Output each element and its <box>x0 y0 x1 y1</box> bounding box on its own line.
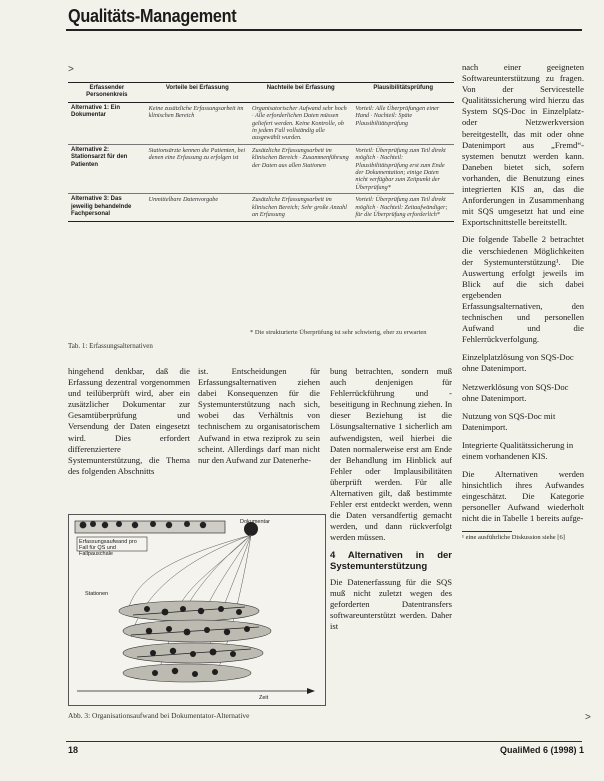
alternatives-list <box>462 352 584 462</box>
paragraph: Die Alternativen werden hinsichtlich ihres Aufwandes eingeschätzt. Die Kategorie personeller Aufwand wiederholt nicht die in Tabelle 1 bereits aufge- <box>462 469 584 524</box>
paragraph: Die folgende Tabelle 2 betrachtet die verschiedenen Möglichkeiten der Systemunterstützung¹. Die Auswertung erfolgt jeweils im Blick auf die sich dabei ergebenden Erfassungsalternativen, den technischen und personellen Aufwand und die Fehlerrückverfolgung. <box>462 234 584 345</box>
margin-marker: > <box>68 64 74 75</box>
table-cell-con: Zusätzliche Erfassungsarbeit im klinischen Bereich; Sehr große Anzahl an Erfassung <box>252 196 347 219</box>
table-cell-alternative: Alternative 2: Stationsarzt für den Patienten <box>71 146 128 168</box>
text-column-2 <box>198 366 320 466</box>
table-cell-check: Vorteil: Überprüfung zum Teil direkt möglich · Nachteil: Zeitaufwändiger; für die Überprüfung erforderlich* <box>355 196 448 219</box>
table-cell-check: Vorteil: Überprüfung zum Teil direkt möglich · Nachteil: Plausibilitätsprüfung erst zum Ende der Dokumentation; einige Daten nicht verfügbar zum Zeitpunkt der Überprüfung* <box>355 146 446 191</box>
figure-label-stations: Stationen <box>85 591 109 597</box>
table-cell-alternative: Alternative 1: Ein Dokumentar <box>71 104 121 119</box>
alternatives-table <box>68 82 454 222</box>
footnote: ¹ eine ausführliche Diskussion siehe [6] <box>462 534 565 542</box>
table-cell-pro: Stationsärzte kennen die Patienten, bei denen eine Erfassung zu erfolgen ist <box>148 146 246 162</box>
table-row <box>68 144 454 193</box>
figure-label-effort-box: Erfassungsaufwand pro Fall für QS und Fallpauschale <box>79 539 137 557</box>
margin-marker-right: > <box>585 712 591 723</box>
text-column-1 <box>68 366 190 477</box>
figure-label-time-axis: Zeit <box>259 695 269 701</box>
table-row <box>68 102 454 144</box>
paragraph: hingehend denkbar, daß die Erfassung dezentral vorgenommen und teilüberprüft wird, aber ein zusätzlicher Dokumentar zur Gesamtüberprüfung und Versendung der Daten eingesetzt wird. Dies erfordert differenziertere Systemunterstützung, die Thema des folgenden Abschnitts <box>68 366 190 476</box>
header-rule <box>66 29 582 31</box>
table-header-cell: Erfassender Personenkreis <box>86 85 128 99</box>
table-cell-pro: Unmittelbare Datenvorgabe <box>148 196 219 204</box>
text-column-right <box>462 62 584 542</box>
list-item: Nutzung von SQS-Doc mit Datenimport. <box>462 410 556 432</box>
table-header-row <box>68 83 454 103</box>
table-caption: Tab. 1: Erfassungsalternativen <box>68 342 153 350</box>
table-header-cell: Nachteile bei Erfassung <box>266 85 335 91</box>
figure-caption: Abb. 3: Organisationsaufwand bei Dokumentator-Alternative <box>68 711 250 720</box>
paragraph: Die Datenerfassung für die SQS muß nicht zuletzt wegen des geforderten Datentransfers softwareunterstützt werden. Daher ist <box>330 576 452 631</box>
table-footnote: * Die strukturierte Überprüfung ist sehr schwierig, eher zu erwarten <box>250 329 427 336</box>
list-item: Netzwerklösung von SQS-Doc ohne Datenimport. <box>462 381 569 403</box>
table-row <box>68 194 454 221</box>
list-item: Integrierte Qualitätssicherung in einem vorhandenen KIS. <box>462 439 574 461</box>
page-number: 18 <box>68 745 79 755</box>
footer-rule <box>66 741 582 742</box>
table-header-cell: Plausibilitätsprüfung <box>373 85 434 91</box>
paragraph: ist. Entscheidungen für Erfassungsalternativen ziehen dabei Konsequenzen für die Systemunterstützung nach sich, wobei das Verhältnis von technischem zu organisatorischem Aufwand in etwa reziprok zu sein scheint. Allerdings darf man nicht nur den Aufwand zur Datenerhe- <box>198 366 320 465</box>
footnote-rule <box>462 531 512 532</box>
paragraph: nach einer geeigneten Softwareunterstützung zu fragen. Von der Servicestelle Qualitätssicherung wird hierzu das System SQS-Doc in Einzelplatz- oder Netzwerkversion bereitgestellt, das mit oder ohne Datenimport aus „Fremd“-systemen benutzt werden kann. Daneben bietet sich, sofern vorhanden, die Benutzung eines integrierten KIS an, das die Anforderungen in Zusammenhang mit SQS umgesetzt hat und eine Exportschnittstelle bereitstellt. <box>462 62 584 228</box>
list-item: Einzelplatzlösung von SQS-Doc ohne Datenimport. <box>462 352 574 374</box>
figure-label-dokumentar: Dokumentar <box>240 519 270 525</box>
table-cell-con: Zusätzliche Erfassungsarbeit im klinischen Bereich · Zusammenführung der Daten aus allen Stationen <box>252 146 349 169</box>
table-cell-pro: Keine zusätzliche Erfassungsarbeit im klinischen Bereich <box>148 104 244 120</box>
section-heading: 4 Alternativen in der Systemunterstützung <box>330 549 452 572</box>
table-cell-con: Organisatorischer Aufwand sehr hoch · Alle erforderlichen Daten müssen geliefert werden. Keine Kontrolle, ob in jedem Fall vollständig alle ausgewählt wurden. <box>252 104 347 142</box>
table-header-cell: Vorteile bei Erfassung <box>165 85 229 91</box>
page-header-title: Qualitäts-Management <box>68 6 237 26</box>
table-cell-check: Vorteil: Alle Überprüfungen einer Hand · Nachteil: Späte Plausibilitätsprüfung <box>355 104 440 127</box>
paragraph: bung betrachten, sondern muß auch denjenigen für Fehlerrückführung und -beseitigung in Rechnung ziehen. In dieser Beziehung ist die Lösungsalternative 1 sicherlich am aufwendigsten, weil hierbei die Daten normalerweise erst am Ende der Behandlung im Hinblick auf Fehler oder Implausibilitäten überprüft werden. Für alle Alternativen gilt, daß bestimmte Fehler erst entdeckt werden, wenn die Daten versandfertig gemacht werden, und dann rückverfolgt werden müssen. <box>330 366 452 543</box>
journal-reference: QualiMed 6 (1998) 1 <box>499 745 584 755</box>
figure-organisation-effort <box>68 514 326 706</box>
text-column-3 <box>330 366 452 632</box>
table-cell-alternative: Alternative 3: Das jeweilig behandelnde Fachpersonal <box>71 196 132 218</box>
